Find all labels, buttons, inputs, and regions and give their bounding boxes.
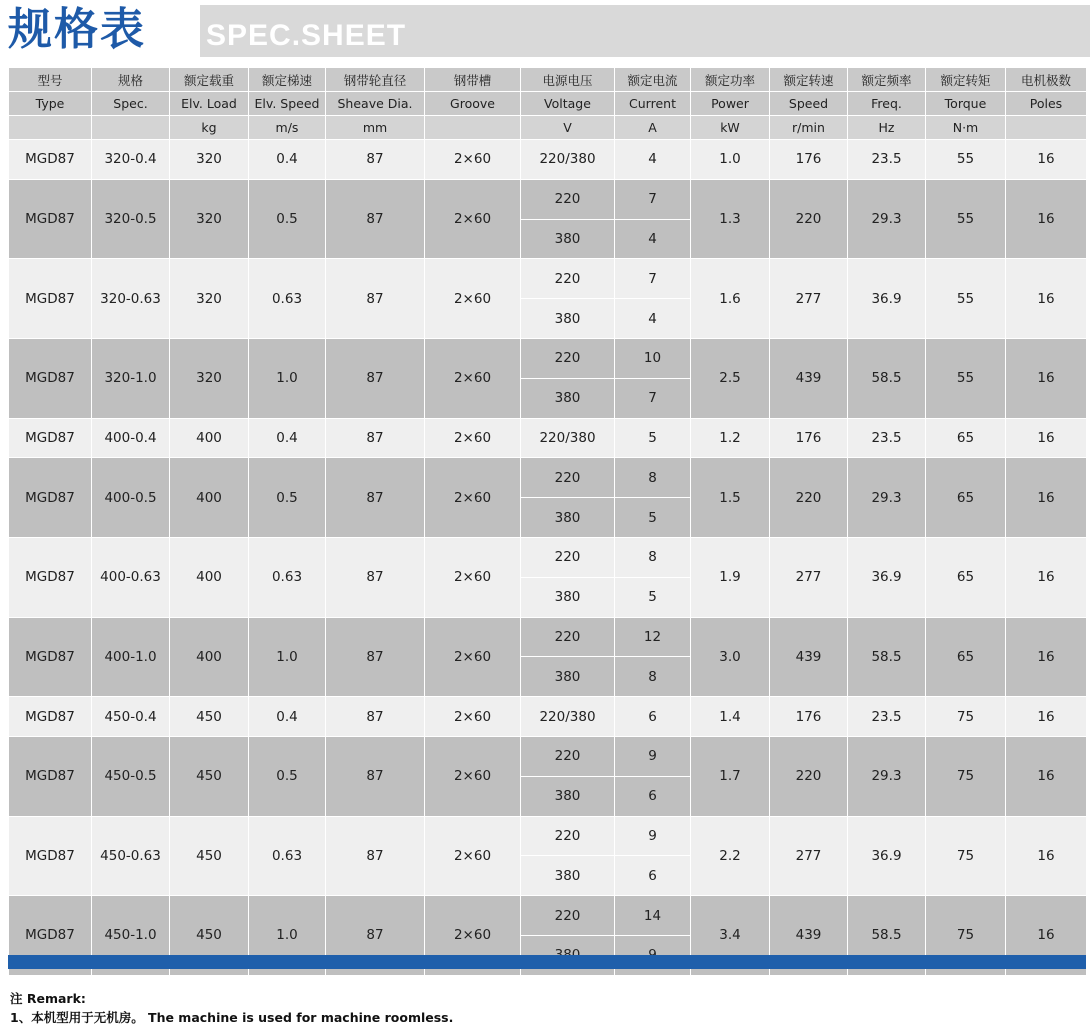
- groove-cell: 2×60: [425, 617, 521, 697]
- header-cell-en: Voltage: [521, 92, 615, 116]
- torque-cell: 55: [926, 140, 1006, 180]
- rpm-cell: 277: [770, 816, 848, 896]
- sheave-dia-cell: 87: [326, 418, 425, 458]
- poles-cell: 16: [1006, 338, 1087, 418]
- table-row: [9, 179, 1087, 219]
- groove-cell: 2×60: [425, 338, 521, 418]
- speed-cell: 0.5: [249, 458, 326, 538]
- header-cell-units: [9, 116, 92, 140]
- rpm-cell: 220: [770, 736, 848, 816]
- speed-cell: 0.5: [249, 179, 326, 259]
- voltage-cell: 220: [521, 259, 615, 299]
- type-cell: MGD87: [9, 338, 92, 418]
- speed-cell: 1.0: [249, 617, 326, 697]
- speed-cell: 0.4: [249, 140, 326, 180]
- voltage-cell: 380: [521, 378, 615, 418]
- rpm-cell: 220: [770, 179, 848, 259]
- header-cell-cn: 钢带轮直径: [326, 68, 425, 92]
- poles-cell: 16: [1006, 896, 1087, 976]
- power-cell: 1.0: [691, 140, 770, 180]
- table-row: [9, 537, 1087, 577]
- groove-cell: 2×60: [425, 816, 521, 896]
- type-cell: MGD87: [9, 617, 92, 697]
- load-cell: 450: [170, 896, 249, 976]
- table-row: [9, 140, 1087, 180]
- speed-cell: 0.4: [249, 697, 326, 737]
- current-cell: 4: [615, 140, 691, 180]
- header-cell-units: [1006, 116, 1087, 140]
- type-cell: MGD87: [9, 697, 92, 737]
- torque-cell: 65: [926, 537, 1006, 617]
- voltage-cell: 220/380: [521, 140, 615, 180]
- current-cell: 5: [615, 418, 691, 458]
- freq-cell: 23.5: [848, 140, 926, 180]
- load-cell: 450: [170, 736, 249, 816]
- voltage-cell: 380: [521, 299, 615, 339]
- current-cell: 9: [615, 736, 691, 776]
- header-cell-cn: 规格: [92, 68, 170, 92]
- voltage-cell: 380: [521, 577, 615, 617]
- current-cell: 9: [615, 816, 691, 856]
- rpm-cell: 220: [770, 458, 848, 538]
- header-cell-cn: 额定转矩: [926, 68, 1006, 92]
- sheave-dia-cell: 87: [326, 617, 425, 697]
- type-cell: MGD87: [9, 458, 92, 538]
- groove-cell: 2×60: [425, 896, 521, 976]
- voltage-cell: 220: [521, 537, 615, 577]
- sheave-dia-cell: 87: [326, 140, 425, 180]
- current-cell: 12: [615, 617, 691, 657]
- spec-cell: 450-0.63: [92, 816, 170, 896]
- footer-bar: [8, 955, 1086, 969]
- sheave-dia-cell: 87: [326, 697, 425, 737]
- torque-cell: 55: [926, 179, 1006, 259]
- current-cell: 8: [615, 537, 691, 577]
- load-cell: 400: [170, 537, 249, 617]
- sheave-dia-cell: 87: [326, 458, 425, 538]
- current-cell: 5: [615, 577, 691, 617]
- spec-cell: 450-1.0: [92, 896, 170, 976]
- voltage-cell: 220: [521, 458, 615, 498]
- header-cell-en: Elv. Speed: [249, 92, 326, 116]
- load-cell: 450: [170, 697, 249, 737]
- type-cell: MGD87: [9, 736, 92, 816]
- power-cell: 3.4: [691, 896, 770, 976]
- torque-cell: 65: [926, 418, 1006, 458]
- power-cell: 2.2: [691, 816, 770, 896]
- type-cell: MGD87: [9, 140, 92, 180]
- spec-cell: 450-0.4: [92, 697, 170, 737]
- remark-line: 1、本机型用于无机房。 The machine is used for machine roomless.: [10, 1010, 454, 1025]
- sheave-dia-cell: 87: [326, 816, 425, 896]
- speed-cell: 0.63: [249, 259, 326, 339]
- table-row: [9, 338, 1087, 378]
- header-cell-en: Freq.: [848, 92, 926, 116]
- speed-cell: 0.63: [249, 816, 326, 896]
- current-cell: 4: [615, 299, 691, 339]
- header-cell-en: Type: [9, 92, 92, 116]
- voltage-cell: 220: [521, 736, 615, 776]
- freq-cell: 23.5: [848, 697, 926, 737]
- header-row-cn: [9, 68, 1087, 92]
- current-cell: 6: [615, 697, 691, 737]
- current-cell: 4: [615, 219, 691, 259]
- table-body: [9, 140, 1087, 976]
- torque-cell: 65: [926, 458, 1006, 538]
- voltage-cell: 220/380: [521, 697, 615, 737]
- type-cell: MGD87: [9, 259, 92, 339]
- header-cell-cn: 额定载重: [170, 68, 249, 92]
- page-title-cn: 规格表: [8, 4, 146, 55]
- header-cell-units: Hz: [848, 116, 926, 140]
- current-cell: 6: [615, 776, 691, 816]
- power-cell: 1.6: [691, 259, 770, 339]
- sheave-dia-cell: 87: [326, 896, 425, 976]
- current-cell: 7: [615, 378, 691, 418]
- header-cell-units: A: [615, 116, 691, 140]
- voltage-cell: 220: [521, 617, 615, 657]
- power-cell: 1.3: [691, 179, 770, 259]
- rpm-cell: 439: [770, 338, 848, 418]
- power-cell: 3.0: [691, 617, 770, 697]
- groove-cell: 2×60: [425, 418, 521, 458]
- torque-cell: 75: [926, 736, 1006, 816]
- header-cell-en: Speed: [770, 92, 848, 116]
- header-cell-units: mm: [326, 116, 425, 140]
- table-row: [9, 458, 1087, 498]
- poles-cell: 16: [1006, 736, 1087, 816]
- voltage-cell: 380: [521, 776, 615, 816]
- rpm-cell: 439: [770, 896, 848, 976]
- groove-cell: 2×60: [425, 458, 521, 538]
- poles-cell: 16: [1006, 140, 1087, 180]
- table-row: [9, 896, 1087, 936]
- freq-cell: 58.5: [848, 338, 926, 418]
- spec-table: [8, 67, 1087, 976]
- spec-cell: 400-0.63: [92, 537, 170, 617]
- poles-cell: 16: [1006, 537, 1087, 617]
- table-row: [9, 259, 1087, 299]
- header-cell-en: Groove: [425, 92, 521, 116]
- poles-cell: 16: [1006, 259, 1087, 339]
- power-cell: 1.9: [691, 537, 770, 617]
- groove-cell: 2×60: [425, 259, 521, 339]
- spec-cell: 450-0.5: [92, 736, 170, 816]
- torque-cell: 75: [926, 697, 1006, 737]
- freq-cell: 36.9: [848, 537, 926, 617]
- voltage-cell: 220: [521, 896, 615, 936]
- load-cell: 400: [170, 617, 249, 697]
- load-cell: 320: [170, 140, 249, 180]
- rpm-cell: 277: [770, 259, 848, 339]
- header-cell-units: r/min: [770, 116, 848, 140]
- voltage-cell: 220: [521, 338, 615, 378]
- torque-cell: 75: [926, 896, 1006, 976]
- voltage-cell: 220/380: [521, 418, 615, 458]
- header-row-en: [9, 92, 1087, 116]
- freq-cell: 58.5: [848, 617, 926, 697]
- remark-title: 注 Remark:: [10, 991, 86, 1006]
- header-cell-units: [425, 116, 521, 140]
- header-cell-cn: 额定电流: [615, 68, 691, 92]
- voltage-cell: 380: [521, 498, 615, 538]
- header-cell-cn: 额定频率: [848, 68, 926, 92]
- voltage-cell: 220: [521, 816, 615, 856]
- speed-cell: 0.63: [249, 537, 326, 617]
- type-cell: MGD87: [9, 896, 92, 976]
- poles-cell: 16: [1006, 418, 1087, 458]
- header-cell-units: [92, 116, 170, 140]
- rpm-cell: 277: [770, 537, 848, 617]
- current-cell: 10: [615, 338, 691, 378]
- load-cell: 400: [170, 458, 249, 538]
- current-cell: 6: [615, 856, 691, 896]
- load-cell: 320: [170, 179, 249, 259]
- type-cell: MGD87: [9, 179, 92, 259]
- header-cell-cn: 电源电压: [521, 68, 615, 92]
- speed-cell: 0.5: [249, 736, 326, 816]
- current-cell: 8: [615, 458, 691, 498]
- header-cell-en: Poles: [1006, 92, 1087, 116]
- groove-cell: 2×60: [425, 697, 521, 737]
- header-cell-cn: 额定梯速: [249, 68, 326, 92]
- header-cell-cn: 型号: [9, 68, 92, 92]
- header-row-units: [9, 116, 1087, 140]
- current-cell: 14: [615, 896, 691, 936]
- rpm-cell: 439: [770, 617, 848, 697]
- torque-cell: 65: [926, 617, 1006, 697]
- current-cell: 5: [615, 498, 691, 538]
- power-cell: 1.7: [691, 736, 770, 816]
- speed-cell: 1.0: [249, 896, 326, 976]
- table-row: [9, 736, 1087, 776]
- spec-cell: 400-0.4: [92, 418, 170, 458]
- sheave-dia-cell: 87: [326, 338, 425, 418]
- header-cell-cn: 额定转速: [770, 68, 848, 92]
- spec-cell: 400-0.5: [92, 458, 170, 538]
- poles-cell: 16: [1006, 617, 1087, 697]
- voltage-cell: 380: [521, 856, 615, 896]
- sheave-dia-cell: 87: [326, 736, 425, 816]
- power-cell: 1.4: [691, 697, 770, 737]
- freq-cell: 36.9: [848, 259, 926, 339]
- load-cell: 320: [170, 338, 249, 418]
- header-cell-units: kg: [170, 116, 249, 140]
- power-cell: 1.5: [691, 458, 770, 538]
- spec-cell: 320-0.63: [92, 259, 170, 339]
- groove-cell: 2×60: [425, 736, 521, 816]
- sheave-dia-cell: 87: [326, 179, 425, 259]
- header-cell-units: V: [521, 116, 615, 140]
- header-cell-cn: 电机极数: [1006, 68, 1087, 92]
- header-cell-en: Current: [615, 92, 691, 116]
- voltage-cell: 220: [521, 179, 615, 219]
- sheave-dia-cell: 87: [326, 537, 425, 617]
- speed-cell: 0.4: [249, 418, 326, 458]
- poles-cell: 16: [1006, 697, 1087, 737]
- rpm-cell: 176: [770, 697, 848, 737]
- freq-cell: 23.5: [848, 418, 926, 458]
- header-cell-en: Sheave Dia.: [326, 92, 425, 116]
- rpm-cell: 176: [770, 418, 848, 458]
- current-cell: 7: [615, 179, 691, 219]
- table-row: [9, 418, 1087, 458]
- table-row: [9, 816, 1087, 856]
- rpm-cell: 176: [770, 140, 848, 180]
- spec-cell: 320-0.4: [92, 140, 170, 180]
- freq-cell: 58.5: [848, 896, 926, 976]
- spec-cell: 320-1.0: [92, 338, 170, 418]
- header-cell-units: N·m: [926, 116, 1006, 140]
- load-cell: 450: [170, 816, 249, 896]
- speed-cell: 1.0: [249, 338, 326, 418]
- poles-cell: 16: [1006, 816, 1087, 896]
- load-cell: 400: [170, 418, 249, 458]
- poles-cell: 16: [1006, 458, 1087, 538]
- header-cell-cn: 额定功率: [691, 68, 770, 92]
- table-row: [9, 617, 1087, 657]
- header-cell-units: kW: [691, 116, 770, 140]
- groove-cell: 2×60: [425, 537, 521, 617]
- voltage-cell: 380: [521, 657, 615, 697]
- current-cell: 7: [615, 259, 691, 299]
- type-cell: MGD87: [9, 537, 92, 617]
- spec-cell: 400-1.0: [92, 617, 170, 697]
- type-cell: MGD87: [9, 418, 92, 458]
- freq-cell: 29.3: [848, 736, 926, 816]
- torque-cell: 55: [926, 259, 1006, 339]
- groove-cell: 2×60: [425, 179, 521, 259]
- freq-cell: 36.9: [848, 816, 926, 896]
- type-cell: MGD87: [9, 816, 92, 896]
- power-cell: 1.2: [691, 418, 770, 458]
- torque-cell: 55: [926, 338, 1006, 418]
- freq-cell: 29.3: [848, 179, 926, 259]
- table-row: [9, 697, 1087, 737]
- table-header: [9, 68, 1087, 140]
- header-cell-units: m/s: [249, 116, 326, 140]
- header-cell-en: Torque: [926, 92, 1006, 116]
- header-cell-en: Spec.: [92, 92, 170, 116]
- power-cell: 2.5: [691, 338, 770, 418]
- page-title-en: SPEC.SHEET: [206, 19, 407, 52]
- spec-cell: 320-0.5: [92, 179, 170, 259]
- header-cell-en: Power: [691, 92, 770, 116]
- groove-cell: 2×60: [425, 140, 521, 180]
- load-cell: 320: [170, 259, 249, 339]
- current-cell: 8: [615, 657, 691, 697]
- header-cell-en: Elv. Load: [170, 92, 249, 116]
- sheave-dia-cell: 87: [326, 259, 425, 339]
- torque-cell: 75: [926, 816, 1006, 896]
- freq-cell: 29.3: [848, 458, 926, 538]
- poles-cell: 16: [1006, 179, 1087, 259]
- voltage-cell: 380: [521, 219, 615, 259]
- header-cell-cn: 钢带槽: [425, 68, 521, 92]
